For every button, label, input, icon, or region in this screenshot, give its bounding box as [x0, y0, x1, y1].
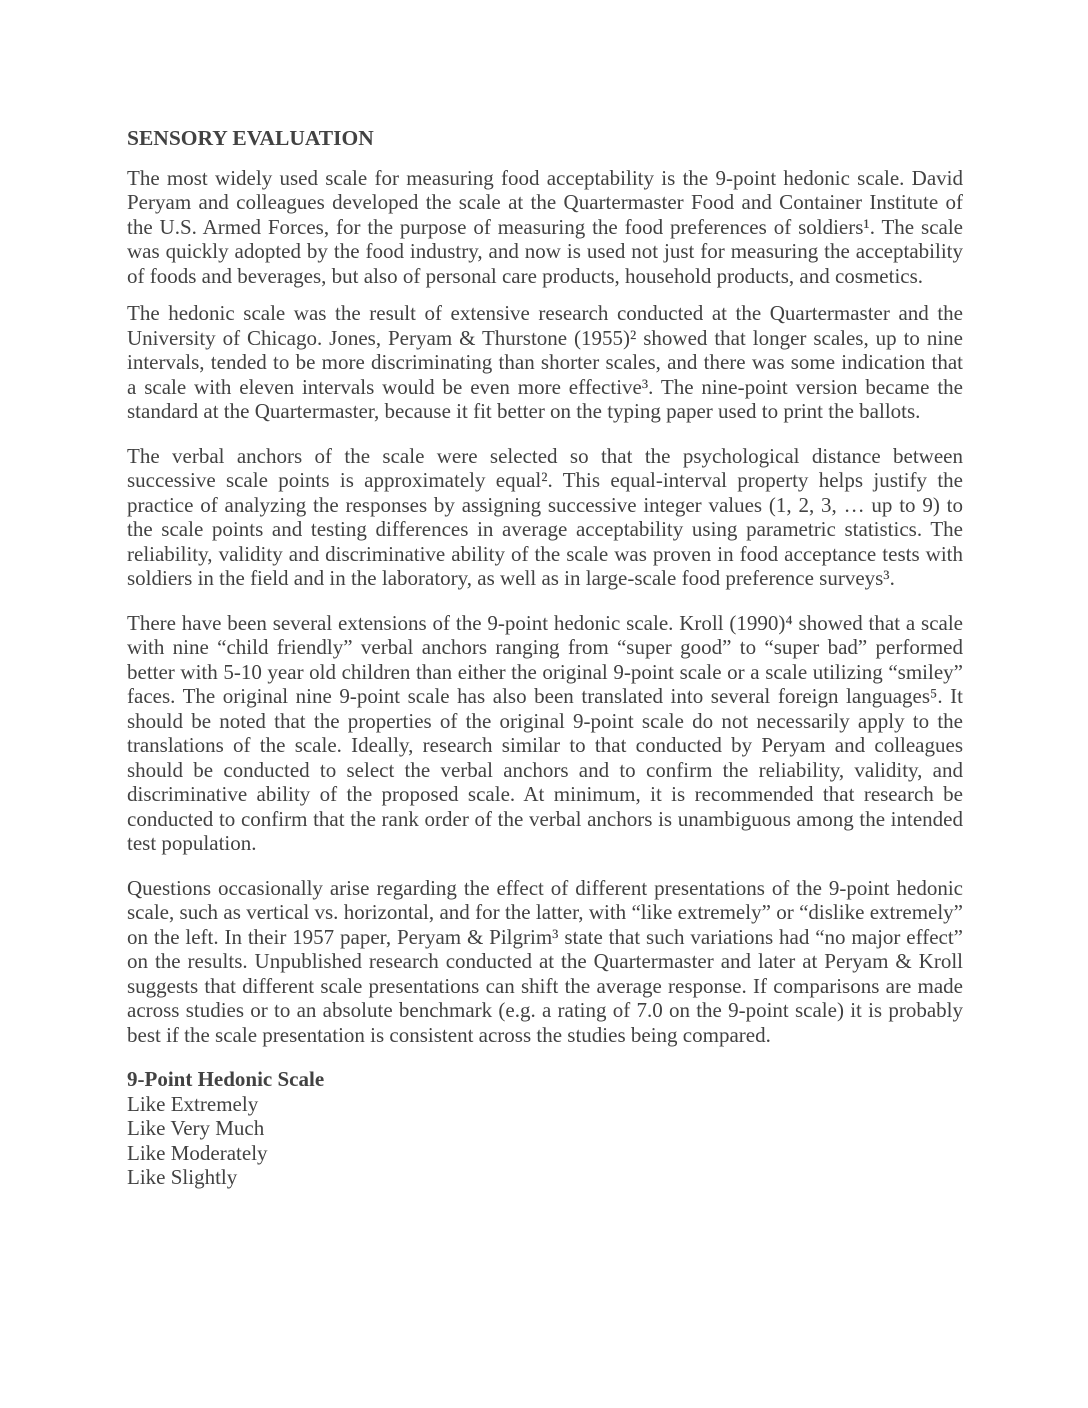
- paragraph-scale-presentation: Questions occasionally arise regarding the effect of different presentations of the 9-point hedonic scale, such as vertical vs. horizontal, and for the latter, with “like extremely” or “dislike extremely” on the left. In their 1957 paper, Peryam & Pilgrim³ state that such variations had “no major effect” on the results. Unpublished research conducted at the Quartermaster and later at Peryam & Kroll suggests that different scale presentations can shift the average response. If comparisons are made across studies or to an absolute benchmark (e.g. a rating of 7.0 on the 9-point scale) it is probably best if the scale presentation is consistent across the studies being compared.: [127, 875, 963, 1047]
- document-title: SENSORY EVALUATION: [127, 126, 374, 150]
- paragraph-verbal-anchors: The verbal anchors of the scale were selected so that the psychological distance between successive scale points is approximately equal². This equal-interval property helps justify the practice of analyzing the responses by assigning successive integer values (1, 2, 3, … up to 9) to the scale points and testing differences in average acceptability using parametric statistics. The reliability, validity and discriminative ability of the scale was proven in food acceptance tests with soldiers in the field and in the laboratory, as well as in large-scale food preference surveys³.: [127, 443, 963, 590]
- scale-item-like-very-much: Like Very Much: [127, 1116, 265, 1140]
- paragraph-intro-hedonic-scale: The most widely used scale for measuring food acceptability is the 9-point hedonic scale. David Peryam and colleagues developed the scale at the Quartermaster Food and Container Institute of the U.S. Armed Forces, for the purpose of measuring the food preferences of soldiers¹. The scale was quickly adopted by the food industry, and now is used not just for measuring the acceptability of foods and beverages, but also of personal care products, household products, and cosmetics.: [127, 165, 963, 288]
- paragraph-scale-research-history: The hedonic scale was the result of extensive research conducted at the Quartermaster and the University of Chicago. Jones, Peryam & Thurstone (1955)² showed that longer scales, up to nine intervals, tended to be more discriminating than shorter scales, and there was some indication that a scale with eleven intervals would be even more effective³. The nine-point version became the standard at the Quartermaster, because it fit better on the typing paper used to print the ballots.: [127, 301, 963, 423]
- paragraph-scale-extensions: There have been several extensions of the 9-point hedonic scale. Kroll (1990)⁴ showed that a scale with nine “child friendly” verbal anchors ranging from “super good” to “super bad” performed better with 5-10 year old children than either the original 9-point scale or a scale utilizing “smiley” faces. The original nine 9-point scale has also been translated into several foreign languages⁵. It should be noted that the properties of the original 9-point scale do not necessarily apply to the translations of the scale. Ideally, research similar to that conducted by Peryam and colleagues should be conducted to select the verbal anchors and to confirm the reliability, validity, and discriminative ability of the proposed scale. At minimum, it is recommended that research be conducted to confirm that the rank order of the verbal anchors is unambiguous among the intended test population.: [127, 610, 963, 855]
- hedonic-scale-heading: 9-Point Hedonic Scale: [127, 1067, 325, 1091]
- scale-item-like-extremely: Like Extremely: [127, 1091, 259, 1116]
- scale-item-like-slightly: Like Slightly: [127, 1165, 238, 1189]
- scale-item-like-moderately: Like Moderately: [127, 1140, 268, 1165]
